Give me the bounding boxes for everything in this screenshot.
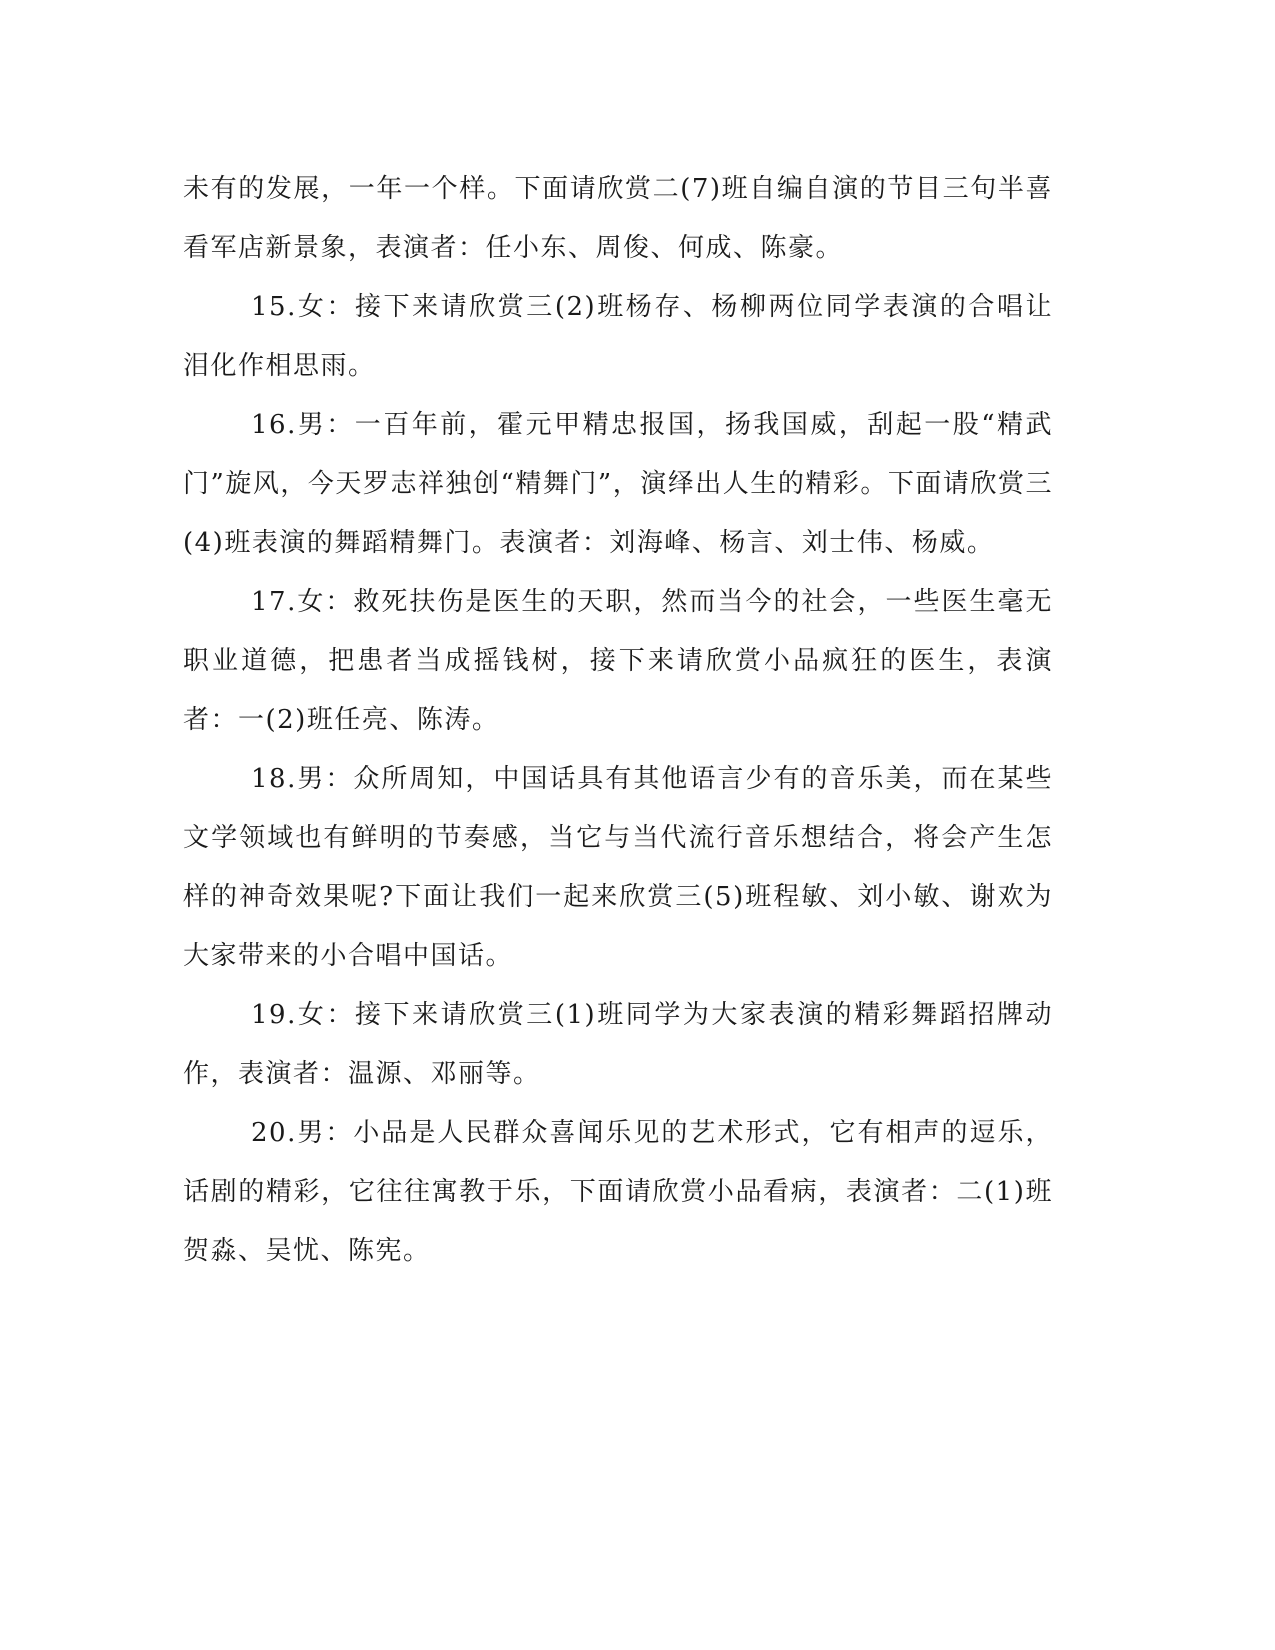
paragraph-item-18: 18.男：众所周知，中国话具有其他语言少有的音乐美，而在某些文学领域也有鲜明的节奏感，当它与当代流行音乐想结合，将会产生怎样的神奇效果呢?下面让我们一起来欣赏三(5)班程敏、刘小敏、谢欢为大家带来的小合唱中国话。 bbox=[183, 764, 1053, 971]
paragraph-item-19: 19.女：接下来请欣赏三(1)班同学为大家表演的精彩舞蹈招牌动作，表演者：温源、邓丽等。 bbox=[183, 1000, 1053, 1089]
paragraph-item-20: 20.男：小品是人民群众喜闻乐见的艺术形式，它有相声的逗乐，话剧的精彩，它往往寓教于乐，下面请欣赏小品看病，表演者：二(1)班贺淼、吴忧、陈宪。 bbox=[183, 1118, 1053, 1266]
paragraph-item-17: 17.女：救死扶伤是医生的天职，然而当今的社会，一些医生毫无职业道德，把患者当成摇钱树，接下来请欣赏小品疯狂的医生，表演者：一(2)班任亮、陈涛。 bbox=[183, 587, 1053, 735]
paragraph-item-15: 15.女：接下来请欣赏三(2)班杨存、杨柳两位同学表演的合唱让泪化作相思雨。 bbox=[183, 292, 1053, 381]
paragraph-continuation: 未有的发展，一年一个样。下面请欣赏二(7)班自编自演的节目三句半喜看军店新景象，表演者：任小东、周俊、何成、陈豪。 bbox=[183, 174, 1053, 263]
paragraph-item-16: 16.男：一百年前，霍元甲精忠报国，扬我国威，刮起一股“精武门”旋风，今天罗志祥独创“精舞门”，演绎出人生的精彩。下面请欣赏三(4)班表演的舞蹈精舞门。表演者：刘海峰、杨言、刘士伟、杨威。 bbox=[183, 410, 1053, 558]
document-body bbox=[183, 160, 1053, 1281]
